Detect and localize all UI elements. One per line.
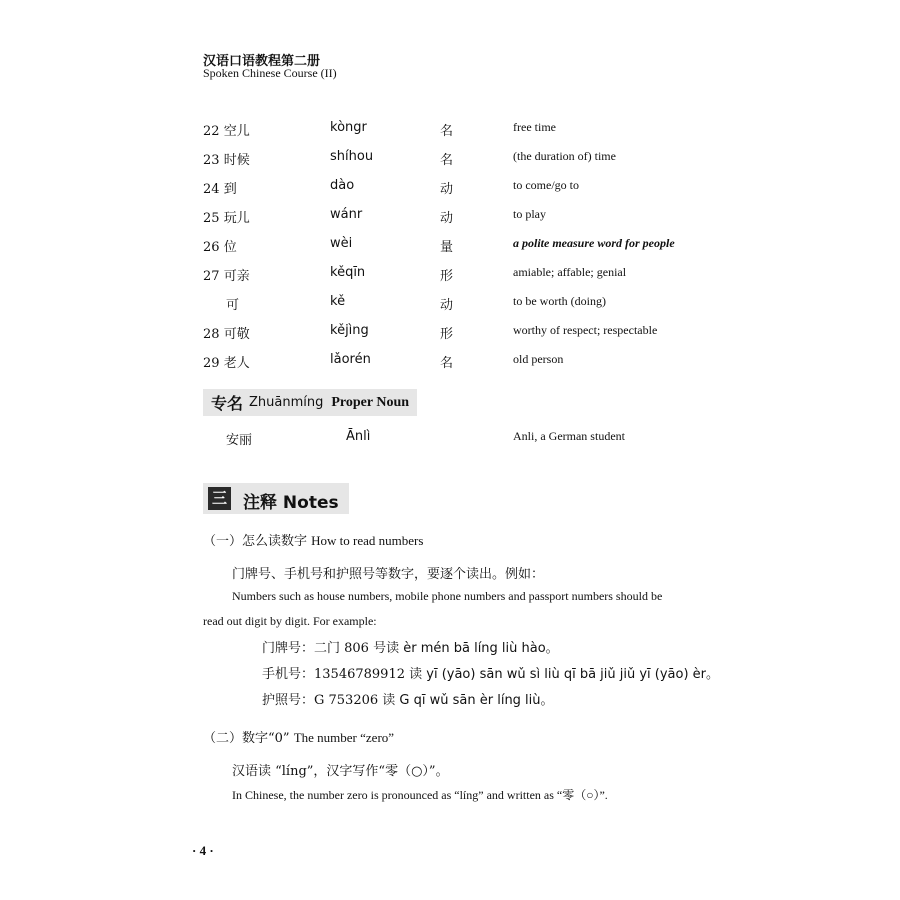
proper-noun-label-pinyin: Zhuānmíng bbox=[249, 395, 324, 410]
vocab-row bbox=[0, 236, 900, 258]
vocab-meaning: amiable; affable; genial bbox=[513, 265, 627, 279]
proper-noun-meaning: Anli, a German student bbox=[513, 429, 625, 443]
vocab-word: 27 可亲 bbox=[203, 269, 250, 284]
vocab-meaning: to be worth (doing) bbox=[513, 294, 606, 308]
vocab-pinyin: kěqīn bbox=[330, 265, 366, 280]
vocab-row bbox=[0, 265, 900, 287]
vocab-meaning: (the duration of) time bbox=[513, 149, 616, 163]
vocab-pinyin: kějìng bbox=[330, 323, 369, 338]
vocab-word: 24 到 bbox=[203, 182, 237, 197]
vocab-meaning: to play bbox=[513, 207, 546, 221]
proper-noun-word: 安丽 bbox=[226, 433, 253, 448]
section2-paragraph-cn: 汉语读 “líng”，汉字写作“零（○）”。 bbox=[232, 764, 449, 779]
vocab-row bbox=[0, 178, 900, 200]
vocab-word: 28 可敬 bbox=[203, 327, 250, 342]
vocab-row bbox=[0, 207, 900, 229]
vocab-pos: 形 bbox=[440, 327, 454, 342]
vocab-pinyin: kě bbox=[330, 294, 346, 309]
vocab-pos: 名 bbox=[440, 356, 454, 371]
vocab-pinyin: shíhou bbox=[330, 149, 374, 164]
notes-heading bbox=[203, 483, 349, 514]
vocab-pos: 动 bbox=[440, 182, 454, 197]
book-title-en: Spoken Chinese Course (II) bbox=[203, 66, 337, 80]
vocab-meaning: to come/go to bbox=[513, 178, 579, 192]
section1-paragraph-en-line2: read out digit by digit. For example: bbox=[203, 614, 377, 628]
vocab-row bbox=[0, 352, 900, 374]
vocab-pos: 动 bbox=[440, 211, 454, 226]
vocab-pos: 量 bbox=[440, 240, 454, 255]
vocab-pinyin: dào bbox=[330, 178, 355, 193]
vocab-word: 26 位 bbox=[203, 240, 237, 255]
vocab-word: 可 bbox=[226, 298, 240, 313]
section1-heading: （一）怎么读数字 How to read numbers bbox=[203, 533, 424, 549]
section2-paragraph-en: In Chinese, the number zero is pronounced as “líng” and written as “零（○）”. bbox=[232, 788, 608, 802]
vocab-row bbox=[0, 323, 900, 345]
example-house-number: 门牌号：二门 806 号读 èr mén bā líng liù hào。 bbox=[262, 641, 559, 656]
proper-noun-label-en: Proper Noun bbox=[331, 394, 410, 410]
proper-noun-heading bbox=[203, 389, 417, 416]
book-title-cn: 汉语口语教程第二册 bbox=[203, 54, 321, 69]
vocab-pos: 动 bbox=[440, 298, 454, 313]
vocab-row bbox=[0, 149, 900, 171]
vocab-pinyin: wèi bbox=[330, 236, 353, 251]
vocab-word: 29 老人 bbox=[203, 356, 250, 371]
vocab-pos: 名 bbox=[440, 124, 454, 139]
section2-heading: （二）数字“0” The number “zero” bbox=[203, 730, 395, 746]
vocab-pos: 形 bbox=[440, 269, 454, 284]
section1-paragraph-cn: 门牌号、手机号和护照号等数字，要逐个读出。例如： bbox=[232, 567, 545, 582]
vocab-row bbox=[0, 294, 900, 316]
page-number: · 4 · bbox=[192, 843, 214, 858]
proper-noun-row bbox=[0, 429, 900, 451]
vocab-word: 25 玩儿 bbox=[203, 211, 250, 226]
example-passport-number: 护照号：G 753206 读 G qī wǔ sān èr líng liù。 bbox=[262, 693, 554, 708]
vocab-meaning: worthy of respect; respectable bbox=[513, 323, 658, 337]
vocab-row bbox=[0, 120, 900, 142]
proper-noun-label-cn: 专名 bbox=[211, 394, 244, 413]
vocab-meaning: free time bbox=[513, 120, 556, 134]
vocab-word: 22 空儿 bbox=[203, 124, 250, 139]
vocab-pinyin: wánr bbox=[330, 207, 363, 222]
section-number-badge: 三 bbox=[208, 487, 231, 510]
example-mobile-number: 手机号：13546789912 读 yī (yāo) sān wǔ sì liù qī bā jiǔ jiǔ yī (yāo) èr。 bbox=[262, 667, 720, 682]
notes-title: 注释 Notes bbox=[243, 493, 339, 513]
proper-noun-pinyin: Ānlì bbox=[346, 429, 371, 444]
vocab-pos: 名 bbox=[440, 153, 454, 168]
vocab-meaning: old person bbox=[513, 352, 564, 366]
section1-paragraph-en-line1: Numbers such as house numbers, mobile phone numbers and passport numbers should be bbox=[232, 589, 663, 603]
vocab-word: 23 时候 bbox=[203, 153, 250, 168]
vocab-pinyin: lǎorén bbox=[330, 352, 371, 367]
vocab-pinyin: kòngr bbox=[330, 120, 367, 135]
vocab-meaning: a polite measure word for people bbox=[513, 236, 675, 250]
